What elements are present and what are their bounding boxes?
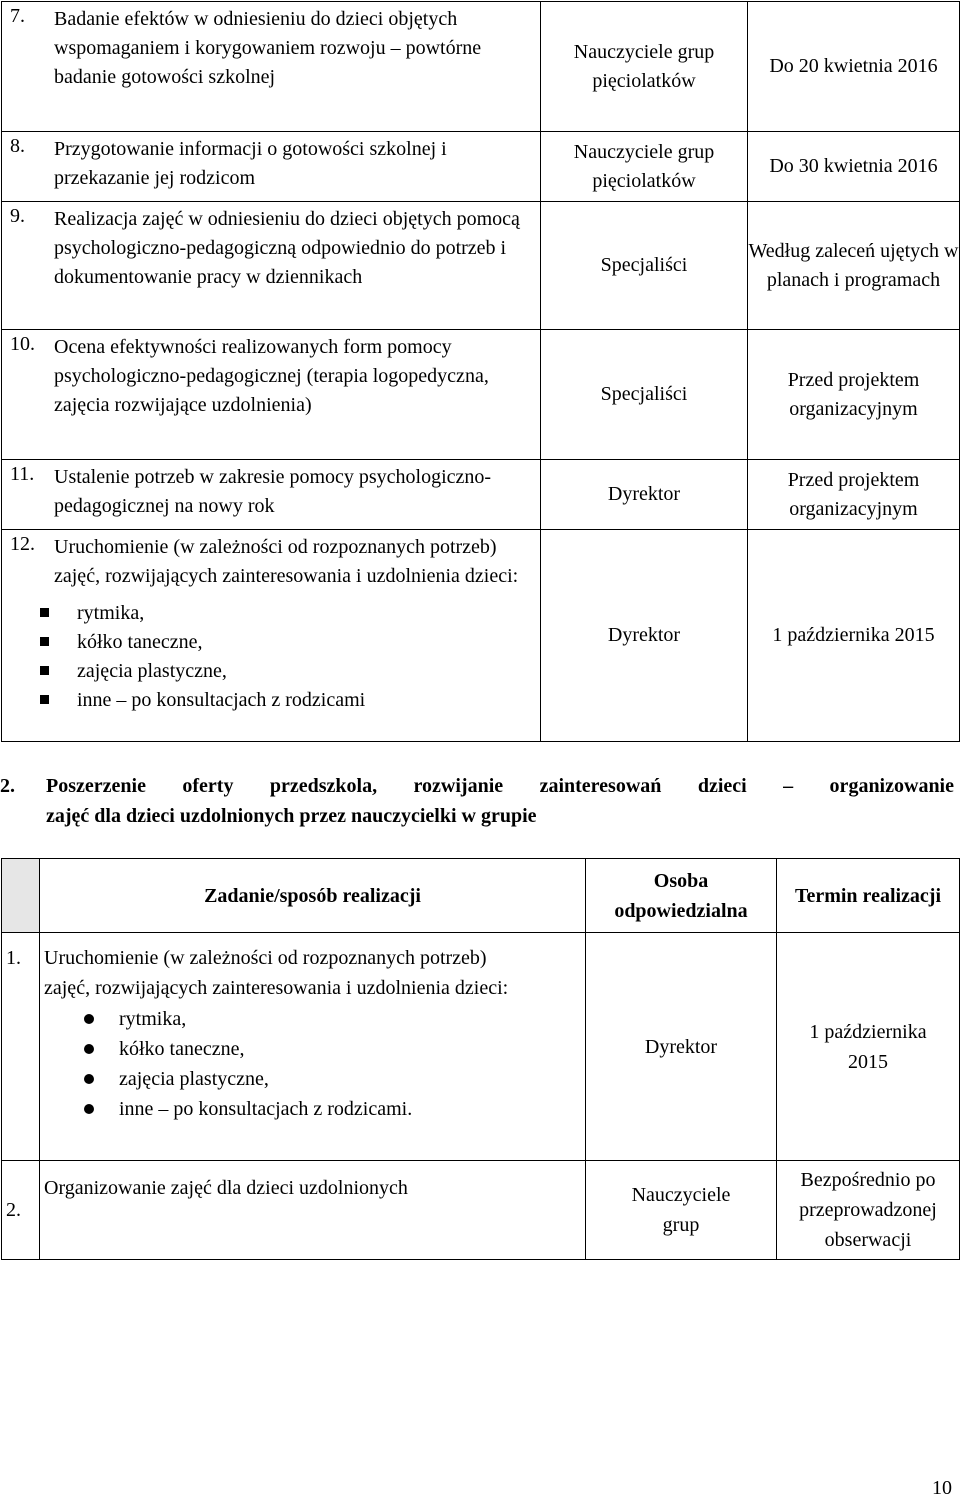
row-number: 11. <box>10 463 35 485</box>
list-item: kółko taneczne, <box>60 628 536 657</box>
deadline-cell: Do 20 kwietnia 2016 <box>748 2 960 132</box>
deadline-cell: Bezpośrednio po przeprowadzonej obserwacji <box>777 1161 960 1260</box>
task-cell <box>2 2 541 132</box>
task-cell <box>40 933 586 1161</box>
task-text: Przygotowanie informacji o gotowości szkolnej i przekazanie jej rodzicom <box>54 138 447 189</box>
table-row <box>2 460 960 530</box>
task-text: Ustalenie potrzeb w zakresie pomocy psychologiczno-pedagogicznej na nowy rok <box>54 466 492 517</box>
tasks-table-continued <box>1 1 960 742</box>
task-body <box>54 530 536 599</box>
list-item: zajęcia plastyczne, <box>119 1064 585 1094</box>
task-text: Uruchomienie (w zależności od rozpoznanych potrzeb) zajęć, rozwijających zainteresowania i uzdolnienia dzieci: <box>44 947 509 999</box>
deadline-cell: Przed projektem organizacyjnym <box>748 460 960 530</box>
list-item: rytmika, <box>119 1004 585 1034</box>
responsible-cell: Nauczyciele grup <box>586 1161 777 1260</box>
row-number: 10. <box>10 333 35 355</box>
list-item: zajęcia plastyczne, <box>60 657 536 686</box>
responsible-cell: Nauczyciele grup pięciolatków <box>541 132 748 202</box>
header-deadline: Termin realizacji <box>777 859 960 933</box>
row-number: 9. <box>10 205 25 227</box>
responsible-cell: Dyrektor <box>541 460 748 530</box>
task-cell <box>2 202 541 330</box>
row-number: 7. <box>10 5 25 27</box>
list-item: inne – po konsultacjach z rodzicami <box>60 686 536 715</box>
task-text: Uruchomienie (w zależności od rozpoznanych potrzeb) zajęć, rozwijających zainteresowania i uzdolnienia dzieci: <box>54 536 519 587</box>
responsible-cell: Specjaliści <box>541 202 748 330</box>
section-title-line-1: Poszerzenie oferty przedszkola, rozwijanie zainteresowań dzieci – organizowanie <box>46 775 954 797</box>
activity-list <box>2 599 536 715</box>
page-number: 10 <box>932 1477 952 1499</box>
deadline-cell: Do 30 kwietnia 2016 <box>748 132 960 202</box>
task-cell: Organizowanie zajęć dla dzieci uzdolnionych <box>40 1161 586 1260</box>
row-number: 1. <box>2 933 40 1161</box>
table-row <box>2 933 960 1161</box>
row-number: 12. <box>10 533 35 555</box>
header-number-cell <box>2 859 40 933</box>
table-row <box>2 330 960 460</box>
tasks-table <box>1 858 960 1260</box>
deadline-cell: 1 października 2015 <box>748 530 960 742</box>
task-cell <box>2 460 541 530</box>
list-item: inne – po konsultacjach z rodzicami. <box>119 1094 585 1124</box>
table-row <box>2 202 960 330</box>
task-text: Badanie efektów w odniesieniu do dzieci objętych wspomaganiem i korygowaniem rozwoju – powtórne badanie gotowości szkolnej <box>54 8 482 88</box>
section-number: 2. <box>0 775 15 797</box>
deadline-cell: Według zaleceń ujętych w planach i programach <box>748 202 960 330</box>
header-responsible: Osoba odpowiedzialna <box>586 859 777 933</box>
list-item: rytmika, <box>60 599 536 628</box>
task-cell <box>2 530 541 742</box>
table-row <box>2 530 960 742</box>
deadline-cell: 1 października 2015 <box>777 933 960 1161</box>
row-number: 2. <box>2 1161 40 1260</box>
responsible-cell: Dyrektor <box>586 933 777 1161</box>
deadline-cell: Przed projektem organizacyjnym <box>748 330 960 460</box>
table-row <box>2 132 960 202</box>
responsible-cell: Dyrektor <box>541 530 748 742</box>
activity-list <box>44 1004 585 1124</box>
header-row <box>2 859 960 933</box>
responsible-cell: Nauczyciele grup pięciolatków <box>541 2 748 132</box>
table-row <box>2 1161 960 1260</box>
row-number: 8. <box>10 135 25 157</box>
responsible-cell: Specjaliści <box>541 330 748 460</box>
task-text: Ocena efektywności realizowanych form pomocy psychologiczno-pedagogicznej (terapia logopedyczna, zajęcia rozwijające uzdolnienia) <box>54 336 489 416</box>
task-cell <box>2 132 541 202</box>
section-title-line-2: zajęć dla dzieci uzdolnionych przez nauczycielki w grupie <box>46 805 537 827</box>
table-row <box>2 2 960 132</box>
task-cell <box>2 330 541 460</box>
task-text: Realizacja zajęć w odniesieniu do dzieci objętych pomocą psychologiczno-pedagogiczną odpowiednio do potrzeb i dokumentowanie pracy w dziennikach <box>54 208 520 288</box>
header-task: Zadanie/sposób realizacji <box>40 859 586 933</box>
list-item: kółko taneczne, <box>119 1034 585 1064</box>
